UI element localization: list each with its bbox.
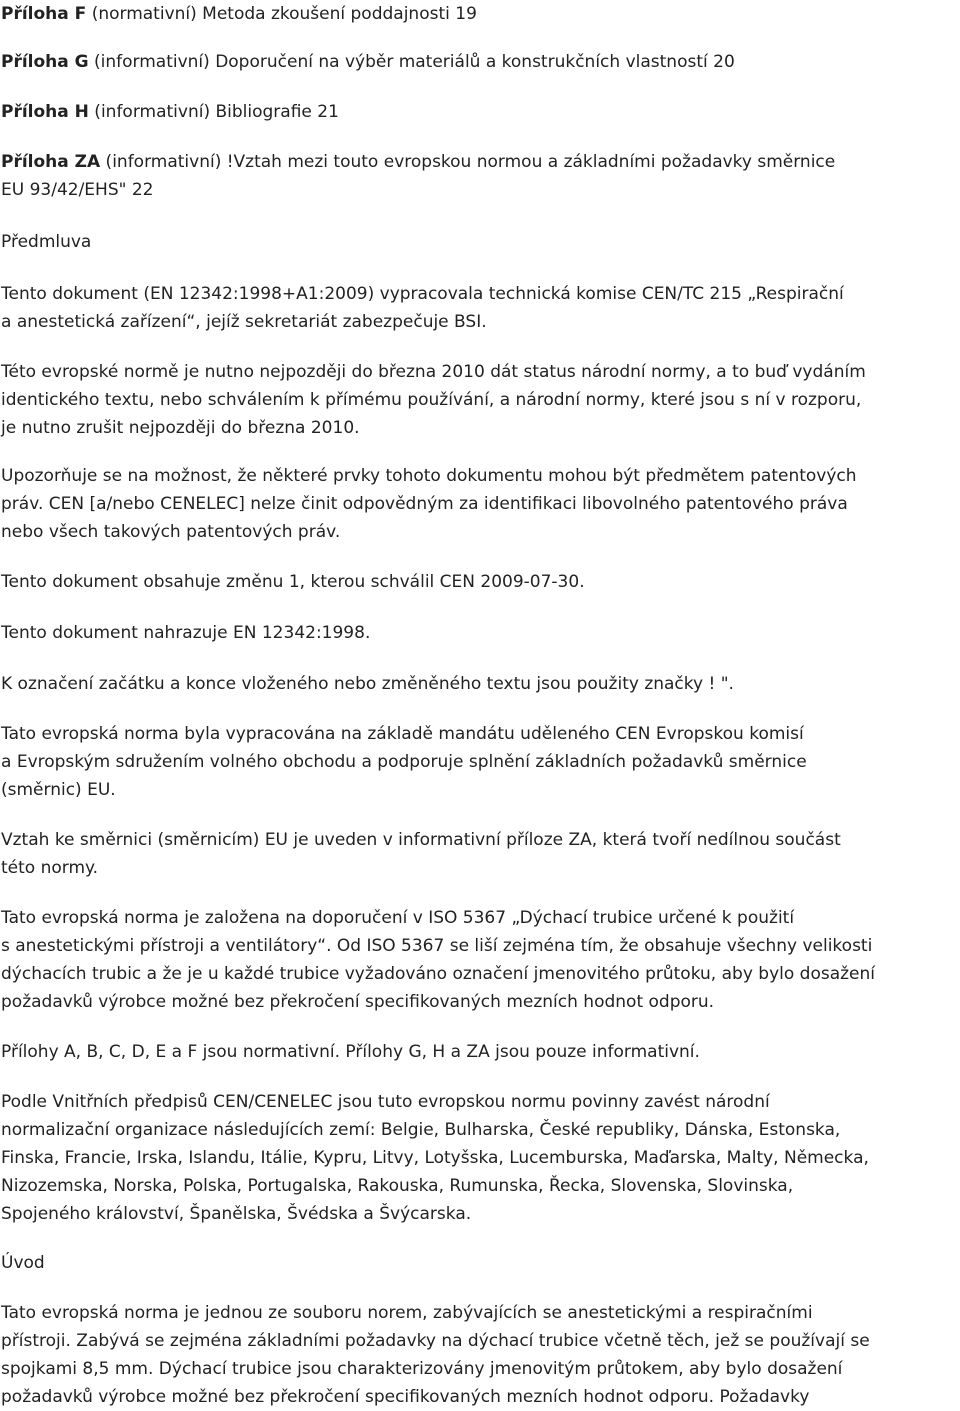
annex-title: (informativní) !Vztah mezi touto evropskou normou a základními požadavky směrnice: [100, 152, 836, 172]
annex-title: (informativní) Doporučení na výběr materiálů a konstrukčních vlastností 20: [88, 52, 735, 72]
toc-entry-annex-za: [1, 148, 959, 204]
annex-title: (normativní) Metoda zkoušení poddajnosti 19: [86, 4, 477, 24]
paragraph-10: Přílohy A, B, C, D, E a F jsou normativní. Přílohy G, H a ZA jsou pouze informativní.: [1, 1042, 700, 1062]
paragraph-6: K označení začátku a konce vloženého nebo změněného textu jsou použity značky ! ".: [1, 674, 734, 694]
annex-title: (informativní) Bibliografie 21: [88, 102, 339, 122]
paragraph-4: Tento dokument obsahuje změnu 1, kterou schválil CEN 2009-07-30.: [1, 572, 585, 592]
toc-entry-annex-g: [1, 48, 959, 76]
intro-paragraph: Tato evropská norma je jednou ze souboru norem, zabývajících se anestetickými a respiračními přístroji. Zabývá se zejména základními požadavky na dýchací trubice včetně těch, jež se používají se spojkami 8,5 mm. Dýchací trubice jsou charakterizovány jmenovitým průtokem, aby bylo dosažení požadavků výrobce možné bez překročení specifikovaných mezních hodnot odporu. Požadavky: [1, 1303, 870, 1407]
paragraph-8: Vztah ke směrnici (směrnicím) EU je uveden v informativní příloze ZA, která tvoří nedílnou součást této normy.: [1, 830, 841, 878]
paragraph-11: Podle Vnitřních předpisů CEN/CENELEC jsou tuto evropskou normu povinny zavést národní normalizační organizace následujících zemí: Belgie, Bulharska, České republiky, Dánska, Estonska, Finska, Francie, Irska, Islandu, Itálie, Kypru, Litvy, Lotyšska, Lucemburska, Maďarska, Malty, Německa, Nizozemska, Norska, Polska, Portugalska, Rakouska, Rumunska, Řecka, Slovenska, Slovinska, Spojeného království, Španělska, Švédska a Švýcarska.: [1, 1092, 869, 1224]
paragraph-7: Tato evropská norma byla vypracována na základě mandátu uděleného CEN Evropskou komisí a Evropským sdružením volného obchodu a podporuje splnění základních požadavků směrnice (směrnic) EU.: [1, 724, 807, 800]
paragraph-5: Tento dokument nahrazuje EN 12342:1998.: [1, 623, 371, 643]
paragraph-3: Upozorňuje se na možnost, že některé prvky tohoto dokumentu mohou být předmětem patentových práv. CEN [a/nebo CENELEC] nelze činit odpovědným za identifikaci libovolného patentového práva nebo všech takových patentových práv.: [1, 466, 857, 542]
toc-entry-annex-h: [1, 98, 959, 126]
toc-entry-annex-f: [1, 0, 959, 28]
paragraph-2: Této evropské normě je nutno nejpozději do března 2010 dát status národní normy, a to buď vydáním identického textu, nebo schválením k přímému používání, a národní normy, které jsou s ní v rozporu, je nutno zrušit nejpozději do března 2010.: [1, 362, 866, 438]
annex-label: Příloha H: [1, 102, 89, 122]
annex-title-cont: EU 93/42/EHS" 22: [1, 180, 154, 200]
intro-heading: Úvod: [1, 1253, 45, 1273]
paragraph-9: Tato evropská norma je založena na doporučení v ISO 5367 „Dýchací trubice určené k použití s anestetickými přístroji a ventilátory“. Od ISO 5367 se liší zejména tím, že obsahuje všechny velikosti dýchacích trubic a že je u každé trubice vyžadováno označení jmenovitého průtoku, aby bylo dosažení požadavků výrobce možné bez překročení specifikovaných mezních hodnot odporu.: [1, 908, 876, 1012]
foreword-heading: Předmluva: [1, 232, 92, 252]
annex-label: Příloha ZA: [1, 152, 101, 172]
annex-label: Příloha F: [1, 4, 87, 24]
paragraph-1: Tento dokument (EN 12342:1998+A1:2009) vypracovala technická komise CEN/TC 215 „Respirační a anestetická zařízení“, jejíž sekretariát zabezpečuje BSI.: [1, 284, 844, 332]
annex-label: Příloha G: [1, 52, 89, 72]
